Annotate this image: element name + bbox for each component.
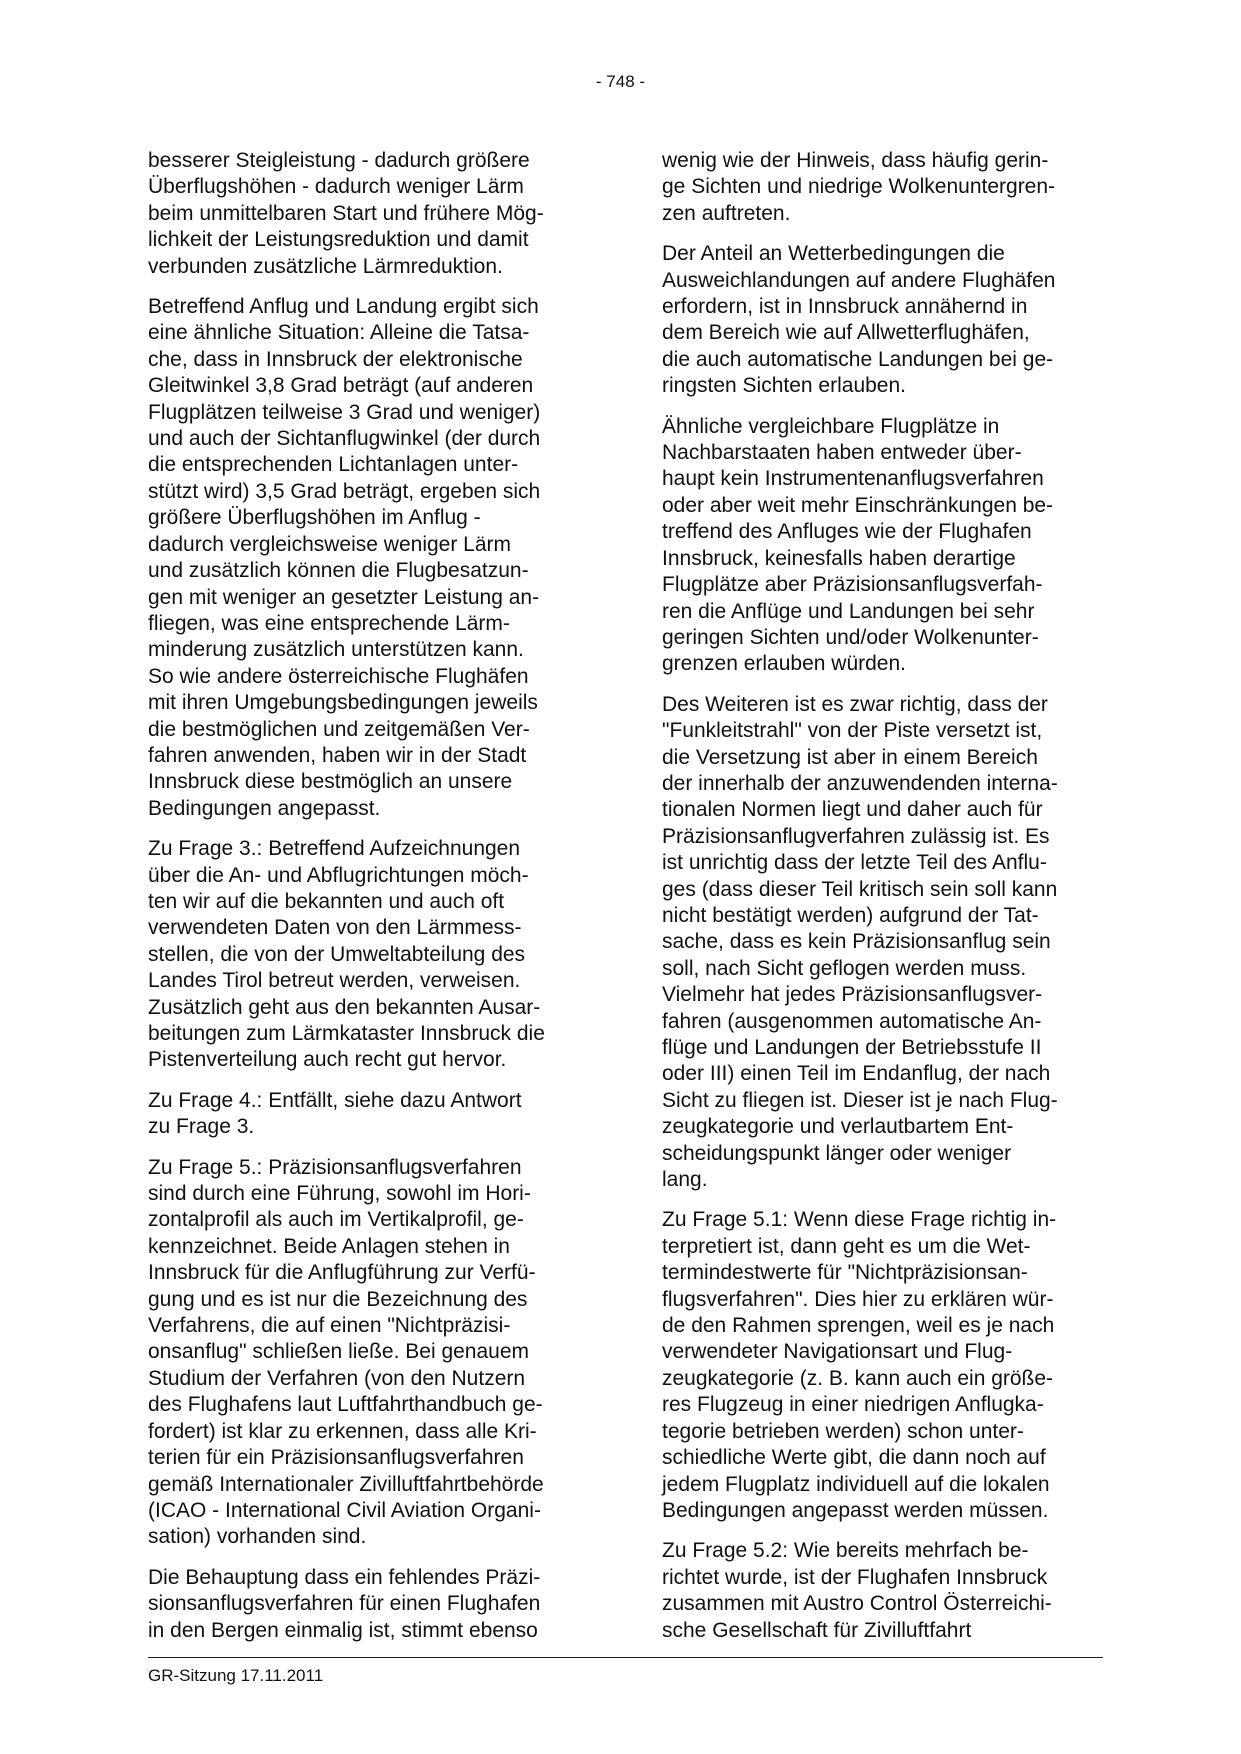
paragraph: wenig wie der Hinweis, dass häufig gerin- ge Sichten und niedrige Wolkenuntergren- zen auftreten. <box>662 149 1056 225</box>
paragraph: Der Anteil an Wetterbedingungen die Ausweichlandungen auf andere Flughäfen erfordern, ist in Innsbruck annähernd in dem Bereich wie auf Allwetterflughäfen, die auch automatische Landungen bei ge- ringsten Sichten erlauben. <box>662 242 1056 398</box>
right-column <box>662 148 1102 1658</box>
left-column <box>148 148 588 1658</box>
footer-divider <box>148 1657 1103 1658</box>
paragraph: Zu Frage 4.: Entfällt, siehe dazu Antwort zu Frage 3. <box>148 1088 522 1139</box>
paragraph: Zu Frage 5.2: Wie bereits mehrfach be- richtet wurde, ist der Flughafen Innsbruck zusammen mit Austro Control Österreichi- sche Gesellschaft für Zivilluftfahrt <box>662 1539 1052 1642</box>
paragraph: Zu Frage 5.: Präzisionsanflugsverfahren sind durch eine Führung, sowohl im Hori- zontalprofil als auch im Vertikalprofil, ge- kennzeichnet. Beide Anlagen stehen in Innsbruck für die Anflugführung zur Verfü- gung und es ist nur die Bezeichnung des Verfahrens, die auf einen "Nichtpräzisi- onsanflug" schließen ließe. Bei genauem Studium der Verfahren (von den Nutzern des Flughafens laut Luftfahrthandbuch ge- fordert) ist klar zu erkennen, dass alle Kri- terien für ein Präzisionsanflugsverfahren gemäß Internationaler Zivilluftfahrtbehörde (ICAO - International Civil Aviation Organi- sation) vorhanden sind. <box>148 1155 544 1549</box>
paragraph: besserer Steigleistung - dadurch größere Überflugshöhen - dadurch weniger Lärm beim unmittelbaren Start und frühere Mög- lichkeit der Leistungsreduktion und damit verbunden zusätzliche Lärmreduktion. <box>148 149 544 278</box>
paragraph: Die Behauptung dass ein fehlendes Präzi- sionsanflugsverfahren für einen Flughafen in den Bergen einmalig ist, stimmt ebenso <box>148 1565 541 1642</box>
paragraph: Zu Frage 5.1: Wenn diese Frage richtig in- terpretiert ist, dann geht es um die Wet- termindestwerte für "Nichtpräzisionsan- flugsverfahren". Dies hier zu erklären wür- de den Rahmen sprengen, weil es je nach verwendeter Navigationsart und Flug- zeugkategorie (z. B. kann auch ein größe- res Flugzeug in einer niedrigen Anflugka- tegorie betrieben werden) schon unter- schiedliche Werte gibt, die dann noch auf jedem Flugplatz individuell auf die lokalen Bedingungen angepasst werden müssen. <box>662 1208 1057 1522</box>
page-number: - 748 - <box>595 72 646 91</box>
paragraph: Zu Frage 3.: Betreffend Aufzeichnungen über die An- und Abflugrichtungen möch- ten wir auf die bekannten und auch oft verwendeten Daten von den Lärmmess- stellen, die von der Umweltabteilung des Landes Tirol betreut werden, verweisen. Zusätzlich geht aus den bekannten Ausar- beitungen zum Lärmkataster Innsbruck die Pistenverteilung auch recht gut hervor. <box>148 837 545 1072</box>
paragraph: Ähnliche vergleichbare Flugplätze in Nachbarstaaten haben entweder über- haupt kein Instrumentenanflugsverfahren oder aber weit mehr Einschränkungen be- treffend des Anfluges wie der Flughafen Innsbruck, keinesfalls haben derartige Flugplätze aber Präzisionsanflugsverfah- ren die Anflüge und Landungen bei sehr geringen Sichten und/oder Wolkenunter- grenzen erlauben würden. <box>662 414 1054 676</box>
paragraph: Des Weiteren ist es zwar richtig, dass der "Funkleitstrahl" von der Piste versetzt ist, die Versetzung ist aber in einem Bereich der innerhalb der anzuwendenden interna- tionalen Normen liegt und daher auch für Präzisionsanflugverfahren zulässig ist. Es ist unrichtig dass der letzte Teil des Anflu- ges (dass dieser Teil kritisch sein soll kann nicht bestätigt werden) aufgrund der Tat- sache, dass es kein Präzisionsanflug sein soll, nach Sicht geflogen werden muss. Vielmehr hat jedes Präzisionsanflugsver- fahren (ausgenommen automatische An- flüge und Landungen der Betriebsstufe II oder III) einen Teil im Endanflug, der nach Sicht zu fliegen ist. Dieser ist je nach Flug- zeugkategorie und verlautbartem Ent- scheidungspunkt länger oder weniger lang. <box>662 692 1058 1192</box>
paragraph: Betreffend Anflug und Landung ergibt sich eine ähnliche Situation: Alleine die Tatsa- che, dass in Innsbruck der elektronische Gleitwinkel 3,8 Grad beträgt (auf anderen Flugplätzen teilweise 3 Grad und weniger) und auch der Sichtanflugwinkel (der durch die entsprechenden Lichtanlagen unter- stützt wird) 3,5 Grad beträgt, ergeben sich größere Überflugshöhen im Anflug - dadurch vergleichsweise weniger Lärm und zusätzlich können die Flugbesatzun- gen mit weniger an gesetzter Leistung an- fliegen, was eine entsprechende Lärm- minderung zusätzlich unterstützen kann. So wie andere österreichische Flughäfen mit ihren Umgebungsbedingungen jeweils die bestmöglichen und zeitgemäßen Ver- fahren anwenden, haben wir in der Stadt Innsbruck diese bestmöglich an unsere Bedingungen angepasst. <box>148 295 541 820</box>
footer-session-date: GR-Sitzung 17.11.2011 <box>148 1666 324 1685</box>
